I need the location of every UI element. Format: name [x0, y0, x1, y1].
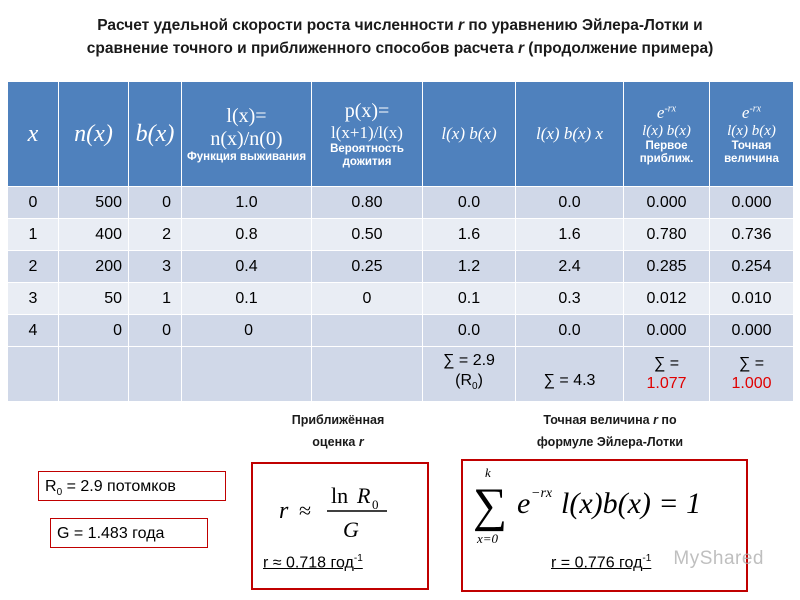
header-px: p(x)= l(x+1)/l(x) Вероятность дожития — [312, 82, 423, 187]
cell: 1.0 — [182, 187, 312, 219]
approx-result: r ≈ 0.718 год$^{-1}$ — [263, 553, 363, 572]
cell: 200 — [59, 251, 129, 283]
cell: 2 — [129, 219, 182, 251]
cell: 2.4 — [516, 251, 624, 283]
sum-lxbxx: ∑ = 4.3 — [516, 347, 624, 402]
approx-label: Приближённая оценка r — [291, 413, 385, 449]
approx-formula-box — [251, 462, 429, 590]
cell: 1 — [8, 219, 59, 251]
cell: 0.50 — [312, 219, 423, 251]
cell: 0.1 — [423, 283, 516, 315]
sum-row — [8, 347, 794, 402]
title-text: (продолжение примера) — [524, 40, 714, 57]
cell: 0.25 — [312, 251, 423, 283]
cell: 3 — [129, 251, 182, 283]
cell — [129, 347, 182, 402]
table-row — [8, 251, 794, 283]
sum-e-approx: ∑ = 1.077 — [624, 347, 710, 402]
header-lx: l(x)= n(x)/n(0) Функция выживания — [182, 82, 312, 187]
cell: 0 — [8, 187, 59, 219]
cell: 1.6 — [516, 219, 624, 251]
cell: 0.0 — [423, 315, 516, 347]
header-bx: b(x) — [129, 82, 182, 187]
cell: 2 — [8, 251, 59, 283]
cell: 400 — [59, 219, 129, 251]
cell: 0 — [129, 315, 182, 347]
cell: 0.0 — [423, 187, 516, 219]
cell: 0 — [129, 187, 182, 219]
cell: 0.000 — [710, 187, 794, 219]
cell: 4 — [8, 315, 59, 347]
table-row — [8, 187, 794, 219]
cell: 50 — [59, 283, 129, 315]
cell — [312, 315, 423, 347]
cell: 0.000 — [624, 315, 710, 347]
cell: 0.780 — [624, 219, 710, 251]
formula-exp: −rx — [531, 486, 553, 501]
r0-box: $R_0 = 2.9$ потомков — [38, 471, 226, 501]
cell — [312, 347, 423, 402]
cell: 0 — [312, 283, 423, 315]
cell — [59, 347, 129, 402]
cell: 0.010 — [710, 283, 794, 315]
header-e-approx: $e^{-rx}$ l(x) b(x) Первое приближ. — [624, 82, 710, 187]
cell: 0.1 — [182, 283, 312, 315]
header-x: x — [8, 82, 59, 187]
cell: 1.2 — [423, 251, 516, 283]
title-var: r — [517, 40, 524, 57]
exact-result: r = 0.776 год$^{-1}$ — [551, 553, 652, 572]
formula-sum: ∑ — [473, 479, 508, 532]
cell: 3 — [8, 283, 59, 315]
watermark: MyShared — [673, 548, 764, 569]
formula-k: k — [485, 465, 491, 480]
table-row — [8, 315, 794, 347]
title-text: Расчет удельной скорости роста численности — [97, 17, 459, 34]
cell: 0.3 — [516, 283, 624, 315]
cell — [8, 347, 59, 402]
title-var: r — [458, 17, 465, 34]
formula-r: r — [279, 498, 289, 524]
table-row — [8, 219, 794, 251]
header-lxbx: l(x) b(x) — [423, 82, 516, 187]
cell: 0.254 — [710, 251, 794, 283]
cell: 0.4 — [182, 251, 312, 283]
exact-label: Точная величина r по формуле Эйлера-Лотки — [536, 413, 684, 449]
exact-formula-box — [461, 459, 748, 592]
formula-e: e — [517, 487, 531, 520]
cell: 500 — [59, 187, 129, 219]
cell: 0.285 — [624, 251, 710, 283]
header-row — [8, 82, 794, 187]
cell: 0.000 — [624, 187, 710, 219]
cell: 1.6 — [423, 219, 516, 251]
cell: 0 — [182, 315, 312, 347]
formula-G: G — [343, 517, 359, 542]
sum-e-exact: ∑ = 1.000 — [710, 347, 794, 402]
cell: 0.8 — [182, 219, 312, 251]
formula-body: l(x)b(x) = 1 — [561, 487, 702, 520]
cell: 0 — [59, 315, 129, 347]
cell: 0.012 — [624, 283, 710, 315]
header-lxbxx: l(x) b(x) x — [516, 82, 624, 187]
cell: 0.80 — [312, 187, 423, 219]
sum-lxbx: ∑ = 2.9 $(R_0)$ — [423, 347, 516, 402]
formula-R: R — [357, 483, 371, 508]
cell: 0.0 — [516, 315, 624, 347]
cell: 0.736 — [710, 219, 794, 251]
g-box: G = 1.483 года — [50, 518, 208, 548]
title-text: сравнение точного и приближенного способов расчета — [86, 40, 518, 57]
life-table — [7, 81, 794, 402]
formula-x0: x=0 — [477, 531, 499, 546]
cell: 0.000 — [710, 315, 794, 347]
title-text: по уравнению Эйлера-Лотки и — [464, 17, 703, 34]
header-e-exact: $e^{-rx}$ l(x) b(x) Точная величина — [710, 82, 794, 187]
cell — [182, 347, 312, 402]
cell: 1 — [129, 283, 182, 315]
slide-title — [40, 14, 760, 60]
header-nx: n(x) — [59, 82, 129, 187]
formula-R-sub: 0 — [372, 497, 379, 512]
cell: 0.0 — [516, 187, 624, 219]
table-row — [8, 283, 794, 315]
formula-approx: ≈ — [299, 498, 312, 523]
formula-ln: ln — [331, 483, 349, 508]
